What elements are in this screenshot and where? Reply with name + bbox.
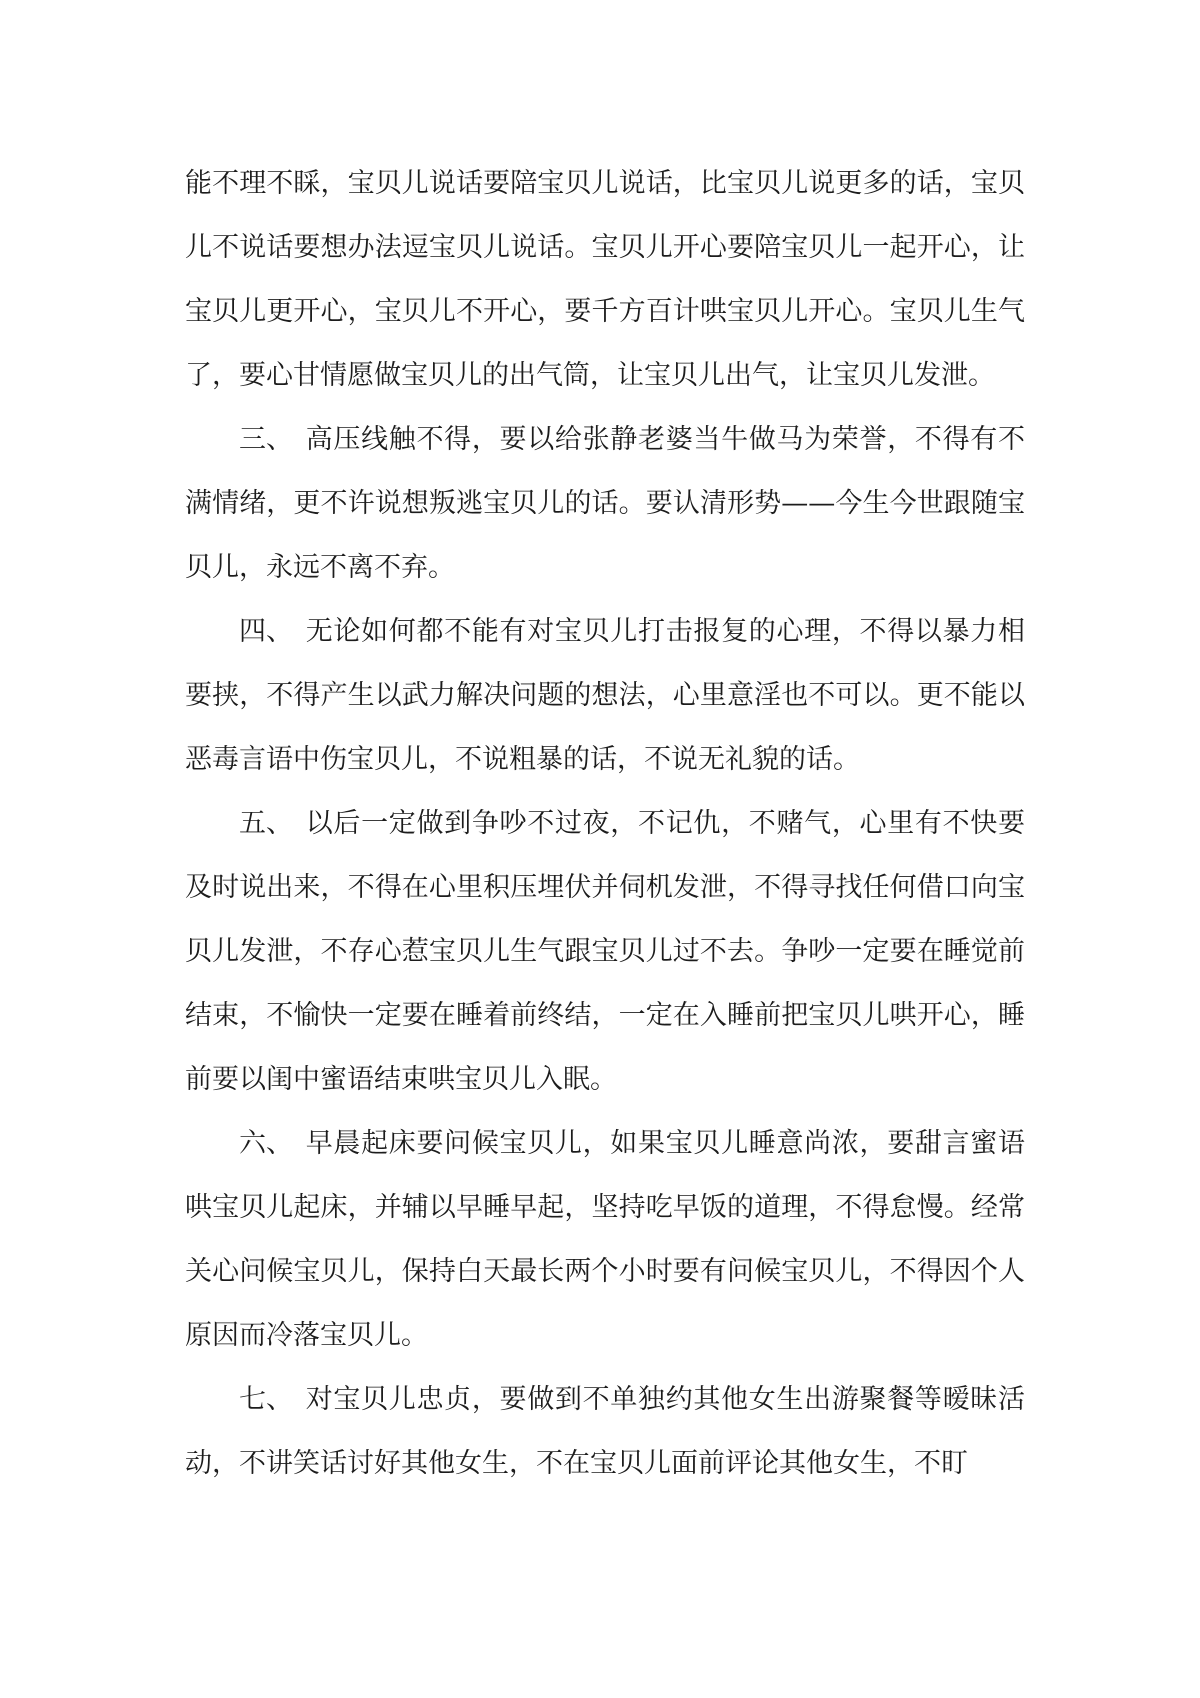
paragraph-text: 以后一定做到争吵不过夜，不记仇，不赌气，心里有不快要及时说出来，不得在心里积压埋伏并伺机发泄，不得寻找任何借口向宝贝儿发泄，不存心惹宝贝儿生气跟宝贝儿过不去。争吵一定要在睡觉前结束，不愉快一定要在睡着前终结，一定在入睡前把宝贝儿哄开心，睡前要以闺中蜜语结束哄宝贝儿入眠。 — [185, 808, 1025, 1095]
paragraph-item-7 — [185, 1368, 1025, 1496]
paragraph-text: 无论如何都不能有对宝贝儿打击报复的心理，不得以暴力相要挟，不得产生以武力解决问题的想法，心里意淫也不可以。更不能以恶毒言语中伤宝贝儿，不说粗暴的话，不说无礼貌的话。 — [185, 616, 1025, 775]
paragraph-item-5 — [185, 792, 1025, 1112]
paragraph-item-4 — [185, 600, 1025, 792]
document-body — [185, 152, 1025, 1496]
paragraph-text: 能不理不睬，宝贝儿说话要陪宝贝儿说话，比宝贝儿说更多的话，宝贝儿不说话要想办法逗宝贝儿说话。宝贝儿开心要陪宝贝儿一起开心，让宝贝儿更开心，宝贝儿不开心，要千方百计哄宝贝儿开心。宝贝儿生气了，要心甘情愿做宝贝儿的出气筒，让宝贝儿出气，让宝贝儿发泄。 — [185, 168, 1025, 391]
paragraph-item-6 — [185, 1112, 1025, 1368]
paragraph-continuation — [185, 152, 1025, 408]
paragraph-text: 早晨起床要问候宝贝儿，如果宝贝儿睡意尚浓，要甜言蜜语哄宝贝儿起床，并辅以早睡早起，坚持吃早饭的道理，不得怠慢。经常关心问候宝贝儿，保持白天最长两个小时要有问候宝贝儿，不得因个人原因而冷落宝贝儿。 — [185, 1128, 1025, 1351]
paragraph-text: 高压线触不得，要以给张静老婆当牛做马为荣誉，不得有不满情绪，更不许说想叛逃宝贝儿的话。要认清形势——今生今世跟随宝贝儿，永远不离不弃。 — [185, 424, 1025, 583]
paragraph-number: 六、 — [239, 1128, 293, 1159]
paragraph-number: 四、 — [239, 616, 293, 647]
paragraph-text: 对宝贝儿忠贞，要做到不单独约其他女生出游聚餐等暧昧活动，不讲笑话讨好其他女生，不在宝贝儿面前评论其他女生，不盯 — [185, 1384, 1025, 1479]
paragraph-number: 七、 — [239, 1384, 293, 1415]
paragraph-number: 五、 — [239, 808, 293, 839]
paragraph-item-3 — [185, 408, 1025, 600]
paragraph-number: 三、 — [239, 424, 293, 455]
